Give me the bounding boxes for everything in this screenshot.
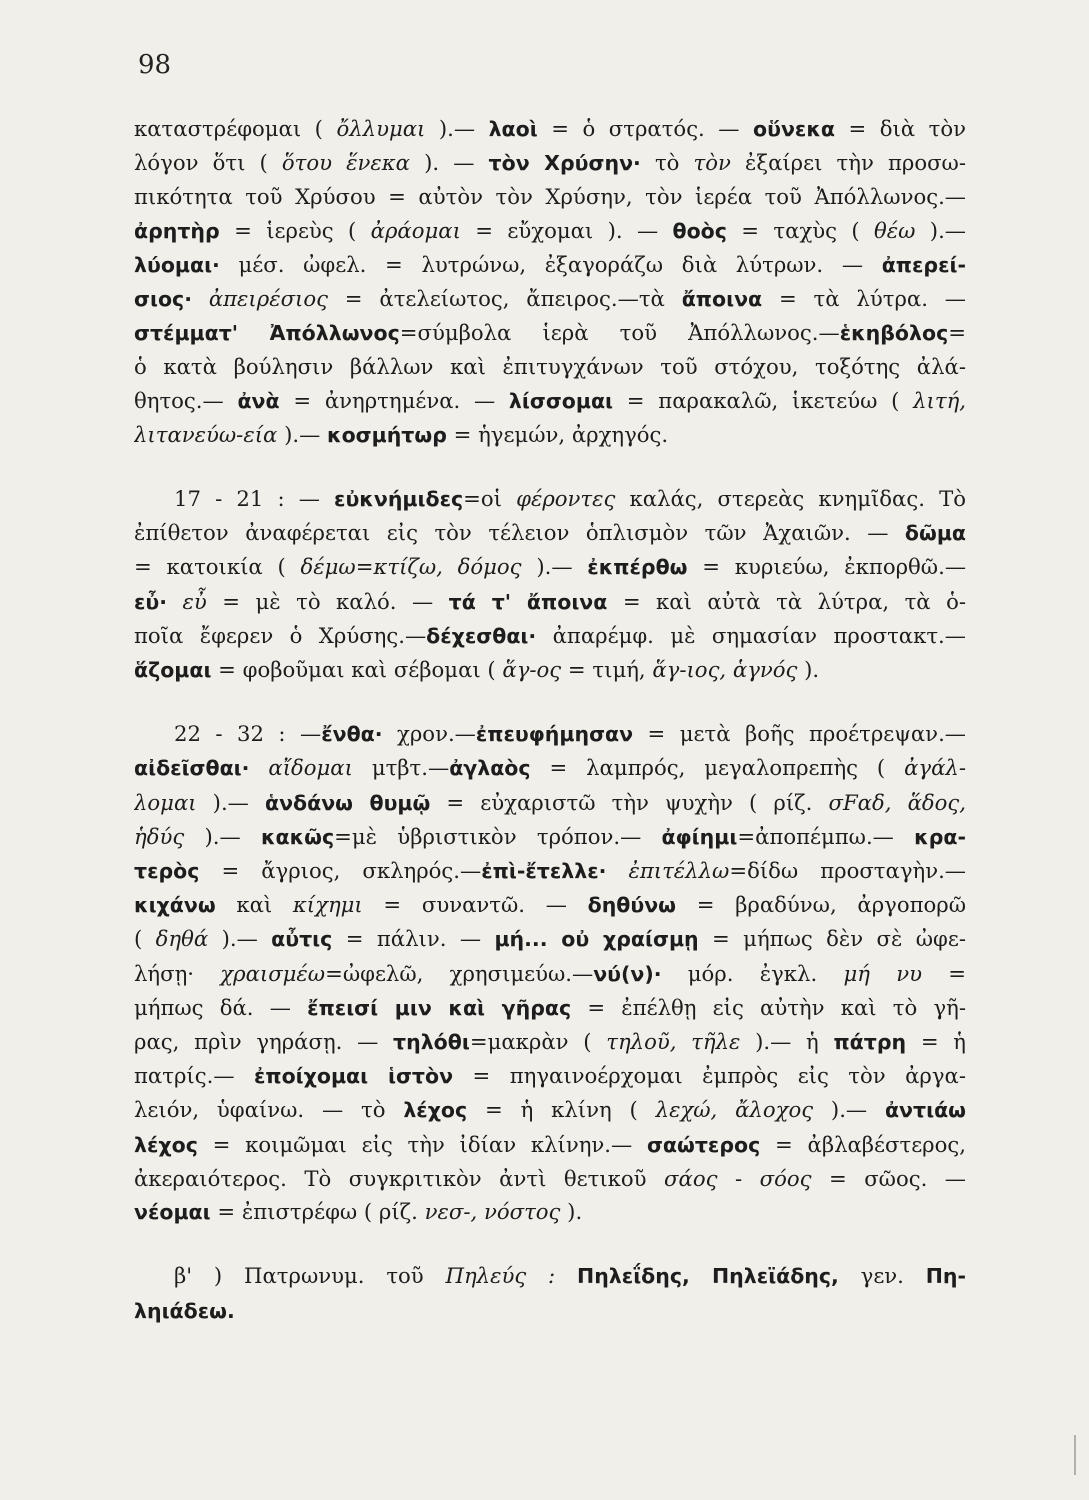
gloss: μέσ. ὠφελ. = λυτρώνω, ἐξαγοράζω διὰ λύτρων. — [219,251,882,277]
lemma: Πη- [925,1264,966,1289]
lemma: λίσσομαι [508,388,614,413]
text-line [134,717,966,751]
text-line [134,991,966,1025]
text-line [134,1128,966,1162]
gloss: λήσῃ· [134,960,221,986]
gloss: = ἀνηρτημένα. — [279,387,509,413]
gloss: β' ) Πατρωνυμ. τοῦ [174,1263,446,1289]
gloss: ). [560,1199,583,1225]
gloss: = τὰ λύτρα. — [762,286,966,312]
lemma: ἀρητὴρ [134,218,220,243]
etymology: λεχώ, ἄλοχος [655,1097,814,1123]
etymology: δέμω=κτίζω, δόμος [300,554,522,580]
etymology: λιτανεύω-εία [134,421,278,447]
gloss: τὸ [640,150,694,176]
gloss: = συναντῶ. — [362,892,588,918]
gloss: ).— [915,217,966,243]
gloss: = μετὰ βοῆς προέτρεψαν.— [633,721,966,747]
etymology: λομαι [134,789,197,815]
lemma: ἀπερεί- [881,252,966,277]
lemma: νέομαι [134,1200,211,1225]
gloss: = φοβοῦμαι καὶ σέβομαι ( [211,657,503,683]
gloss: χρον.— [382,721,476,747]
text-line [134,418,966,452]
lemma: ἁνδάνω θυμῷ [264,790,431,815]
gloss: = εὐχαριστῶ τὴν ψυχὴν ( ρίζ. [430,789,829,815]
gloss [249,755,268,780]
gloss: καλάς, στερεὰς κνημῖδας. Τὸ [615,486,966,512]
page-number: 98 [138,50,172,80]
text-line [134,786,966,820]
gloss: ἐξαίρει τὴν προσω- [730,150,966,176]
lemma: εὐκνήμιδες [334,487,464,512]
text-line [134,820,966,854]
gloss: γεν. [838,1263,926,1289]
gloss: μτβτ.— [352,755,450,781]
lemma: εὖ· [134,589,168,614]
gloss: = καὶ αὐτὰ τὰ λύτρα, τὰ ὁ- [607,588,966,614]
gloss: ἀκεραιότερος. Τὸ συγκριτικὸν ἀντὶ θετικοῦ [134,1165,665,1191]
lemma: ἅζομαι [134,658,212,683]
text-line [134,957,966,991]
text-line [134,384,966,418]
etymology: νεσ-, νόστος [424,1199,561,1225]
gloss: λειόν, ὑφαίνω. — τὸ [134,1097,404,1123]
lemma: θοὸς [672,218,727,243]
lemma: κιχάνω [134,893,216,918]
lemma: κοσμήτωρ [327,422,447,447]
gloss: = πάλιν. — [332,926,495,952]
gloss: = παρακαλῶ, ἱκετεύω ( [613,387,914,413]
gloss: = ἀτελείωτος, ἄπειρος.—τὰ [327,286,682,312]
gloss: πικότητα τοῦ Χρύσου = αὐτὸν τὸν Χρύσην, τὸν ἱερέα τοῦ Ἀπόλλωνος.— [134,184,966,210]
text-line [134,854,966,888]
gloss: ).— [813,1097,885,1123]
gloss: = βραδύνω, ἀργοπορῶ [676,892,966,918]
text-line [134,482,966,516]
gloss: καταστρέφομαι ( [134,116,337,141]
gloss: ).— ἡ [740,1029,834,1055]
lemma: ἐπευφήμησαν [475,722,634,747]
lemma: λύομαι· [134,252,220,277]
etymology: λιτή, [913,387,966,413]
gloss: = λαμπρός, μεγαλοπρεπὴς ( [530,755,905,781]
gloss: = ἡ [906,1029,966,1055]
text-line [134,146,966,180]
gloss: ποῖα ἔφερεν ὁ Χρύσης.— [134,622,427,648]
lemma: ἐπὶ-ἔτελλε· [481,859,607,884]
gloss: ). [797,657,820,683]
gloss: λόγον ὅτι ( [134,150,282,176]
paragraph-3 [134,717,966,1229]
gloss: 17 - 21 : — [174,486,335,512]
gloss: 22 - 32 : — [174,721,322,747]
paragraph-2 [134,482,966,687]
gloss: =μακρὰν ( [469,1029,607,1055]
text-line [134,653,966,687]
lemma: λέχος [403,1098,468,1123]
text-line [134,585,966,619]
text-line [134,922,966,956]
lemma: οὕνεκα [753,117,835,141]
lemma: ἄποινα [681,287,763,312]
text-line [134,1195,966,1229]
lemma: κακῶς [260,824,335,849]
text-line [134,112,966,146]
gloss: ).— [196,789,265,815]
lemma: αὖτις [271,927,333,952]
text-line [134,282,966,316]
etymology: Πηλεύς : [445,1263,556,1289]
gloss: ).— [425,116,489,141]
text-line [134,248,966,282]
lemma: ἐποίχομαι ἱστὸν [253,1064,454,1089]
etymology: ἀράομαι [370,217,461,243]
etymology: σάος - σόος [664,1165,812,1191]
text-line [134,516,966,550]
etymology: τὸν [693,150,731,176]
etymology: κίχημι [292,892,363,918]
paragraph-1 [134,112,966,452]
gloss: = ἡγεμών, ἀρχηγός. [446,421,669,447]
gloss: = ἡ κλίνη ( [467,1097,656,1123]
etymology: ὄλλυμαι [336,116,426,141]
text-line [134,350,966,383]
lemma: ἔπεισί μιν καὶ γῆρας [307,995,572,1020]
etymology: τηλοῦ, τῆλε [606,1029,741,1055]
lemma: πάτρη [833,1030,907,1055]
lemma: λέχος [134,1132,198,1157]
lemma: μή... οὐ χραίσμῃ [494,927,699,952]
text-line [134,180,966,213]
gloss: = μήπως δὲν σὲ ὠφε- [698,926,966,952]
lemma: ἑκηβόλος [839,321,949,346]
etymology: ἡδύς [134,823,185,849]
gloss [555,1263,577,1288]
lemma: ἀγλαὸς [449,756,531,781]
etymology: ἀπειρέσιος [208,286,328,312]
gloss: πατρίς.— [134,1063,254,1089]
gloss: =σύμβολα ἱερὰ τοῦ Ἀπόλλωνος.— [399,320,840,346]
gloss: = ὁ στρατός. — [537,116,754,141]
gloss: ὁ κατὰ βούλησιν βάλλων καὶ ἐπιτυγχάνων τοῦ στόχου, τοξότης ἀλά- [134,354,966,380]
etymology: ἀγάλ- [904,755,966,781]
gloss: μήπως δά. — [134,994,308,1020]
lemma: αἰδεῖσθαι· [134,756,250,781]
lemma: λαοὶ [488,117,538,141]
lemma: τὸν Χρύσην· [488,151,641,176]
text-line [134,1294,966,1328]
lemma: στέμματ' Ἀπόλλωνος [134,321,400,346]
gloss: = ἐπιστρέφω ( ρίζ. [210,1199,425,1225]
gloss: =ὠφελῶ, χρησιμεύω.— [325,960,594,986]
lemma: Πηλεΐδης, Πηλεϊάδης, [577,1264,839,1289]
etymology: εὖ [182,588,207,614]
gloss: ).— [277,421,327,447]
gloss: = ἀβλαβέστερος, [760,1131,966,1157]
text-line [134,550,966,584]
gloss: = τιμή, [561,657,653,683]
gloss: ). — [409,150,489,176]
lemma: ἀφίημι [661,824,738,849]
gloss: = ἄγριος, σκληρός.— [199,858,482,884]
gloss: = ἱερεὺς ( [219,217,371,243]
lemma: σαώτερος [646,1132,761,1157]
gloss: ( [134,926,156,952]
etymology: θέω [874,217,916,243]
gloss [606,858,628,883]
etymology: ὅτου ἕνεκα [281,150,410,176]
gloss: = μὲ τὸ καλό. — [206,588,449,614]
gloss: = εὔχομαι ). — [460,217,673,243]
etymology: ἅγ-ιος, ἁγνός [652,657,798,683]
lemma: τερὸς [134,859,200,884]
gloss: = πηγαινοέρχομαι ἐμπρὸς εἰς τὸν ἀργα- [453,1063,966,1089]
gloss: =οἱ [463,486,517,512]
gloss: = κυριεύω, ἐκπορθῶ.— [687,554,966,580]
etymology: χραισμέω [220,960,326,986]
etymology: αἴδομαι [268,755,353,781]
etymology: ἅγ-ος [502,657,562,683]
gloss: = διὰ τὸν [834,116,966,141]
lemma: τά τ' ἄποινα [448,589,608,614]
etymology: σFαδ, ἅδος, [828,789,966,815]
gloss: καὶ [215,892,293,918]
gloss: =μὲ ὑβριστικὸν τρόπον.— [334,823,662,849]
gloss: ρας, πρὶν γηράσῃ. — [134,1029,394,1055]
text-line [134,1162,966,1195]
text-line [134,316,966,350]
lemma: ληιάδεω. [134,1298,235,1323]
gloss: = κατοικία ( [134,554,301,580]
gloss: ).— [208,926,272,952]
text-line [134,1059,966,1093]
text-line [134,1093,966,1127]
paragraph-4 [134,1259,966,1327]
gloss: μόρ. ἐγκλ. [661,960,844,986]
etymology: φέροντες [516,486,616,512]
gloss: = ἐπέλθῃ εἰς αὐτὴν καὶ τὸ γῆ- [571,994,966,1020]
text-line [134,888,966,922]
lemma: νύ(ν)· [593,961,662,986]
gloss: ).— [184,823,261,849]
gloss: =δίδω προσταγὴν.— [729,858,966,884]
etymology: ἐπιτέλλω [628,858,730,884]
gloss: ἀπαρέμφ. μὲ σημασίαν προστακτ.— [536,622,966,648]
gloss [167,589,182,614]
text-line [134,619,966,653]
text-line [134,751,966,785]
etymology: μή νυ [843,960,922,986]
margin-mark [1074,1435,1076,1475]
etymology: δηθά [155,926,209,952]
gloss: θητος.— [134,387,238,413]
lemma: ἀντιάω [884,1098,966,1123]
lemma: τηλόθι [393,1030,470,1055]
text-line [134,1259,966,1293]
gloss: = [948,320,966,346]
lemma: δηθύνω [587,893,676,918]
lemma: δῶμα [904,521,966,546]
commentary-text [134,112,966,1328]
lemma: κρα- [914,824,966,849]
gloss: =ἀποπέμπω.— [737,823,915,849]
gloss: = κοιμῶμαι εἰς τὴν ἰδίαν κλίνην.— [197,1131,647,1157]
gloss: ἐπίθετον ἀναφέρεται εἰς τὸν τέλειον ὁπλισμὸν τῶν Ἀχαιῶν. — [134,520,905,546]
gloss: = [921,960,966,986]
gloss: ).— [521,554,588,580]
gloss [192,286,209,311]
lemma: ἀνὰ [237,388,280,413]
text-line [134,1025,966,1059]
gloss: = ταχὺς ( [726,217,875,243]
lemma: δέχεσθαι· [426,623,537,648]
gloss: = σῶος. — [811,1165,966,1191]
lemma: ἐκπέρθω [587,555,688,580]
lemma: σιος· [134,287,192,312]
lemma: ἔνθα· [321,722,383,747]
text-line [134,214,966,248]
